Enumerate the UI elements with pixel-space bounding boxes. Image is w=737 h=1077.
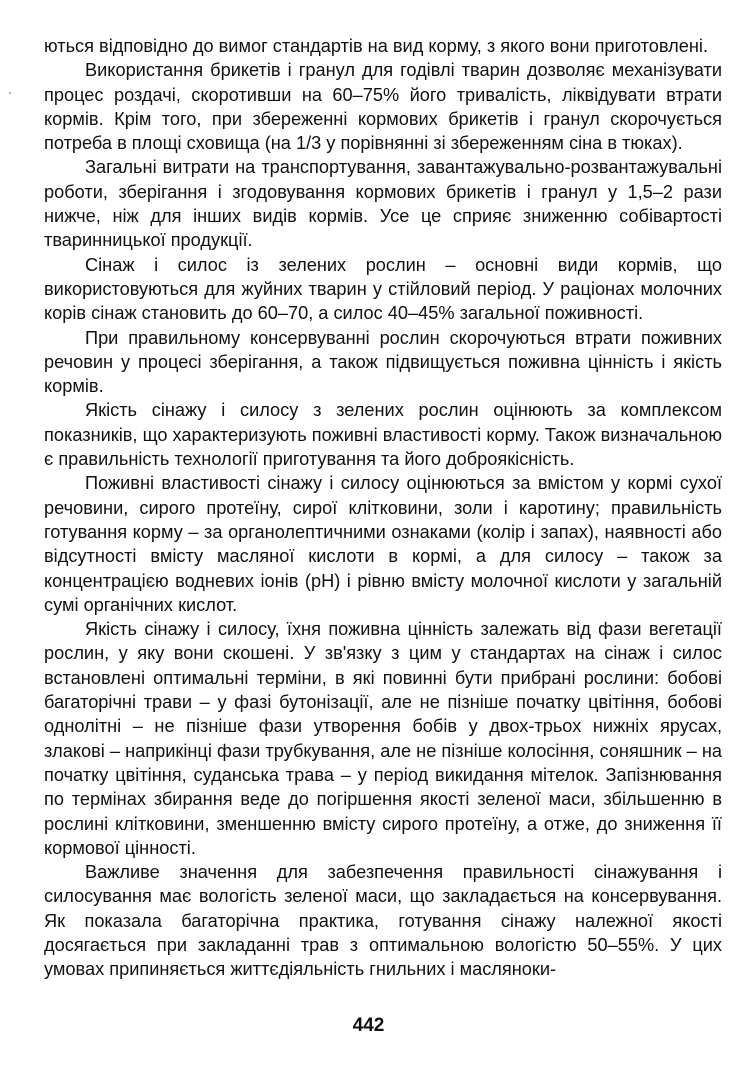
margin-speck [9,92,11,94]
paragraph-3: Загальні витрати на транспортування, завантажувально-розвантажувальні роботи, зберігання і згодовування кормових брикетів і гранул у 1,5–2 рази нижче, ніж для інших видів кормів. Усе це сприяє зниженню собівартості тваринницької продукції. [44,157,722,251]
paragraph-5: При правильному консервуванні рослин скорочуються втрати поживних речовин у процесі зберігання, а також підвищується поживна цінність і якість кормів. [44,327,722,397]
paragraph-9: Важливе значення для забезпечення правильності сінажування і силосування має вологість зеленої маси, що закладається на консервування. Як показала багаторічна практика, готування сінажу належної якості досягається при закладанні трав з оптимальною вологістю 50–55%. У цих умовах припиняється життєдіяльність гнильних і маслянoки- [44,862,722,980]
page-number: 442 [352,1015,385,1036]
paragraph-8: Якість сінажу і силосу, їхня поживна цінність залежать від фази вегетації рослин, у яку вони скошені. У зв'язку з цим у стандартах на сінаж і силос встановлені оптимальні терміни, в які повинні бути прибрані рослини: бобові багаторічні трави – у фазі бутонізації, але не пізніше початку цвітіння, бобові однолітні – не пізніше фази утворення бобів у двох-трьох нижніх ярусах, злакові – наприкінці фази трубкування, але не пізніше колосіння, соняшник – на початку цвітіння, суданська трава – у період викидання мітелок. Запізнювання по термінах збирання веде до погіршення якості зеленої маси, збільшенню в рослині клітковини, зменшенню вмісту сирого протеїну, а отже, до зниження її кормової цінності. [44,619,722,858]
paragraph-7: Поживні властивості сінажу і силосу оцінюються за вмістом у кормі сухої речовини, сирого протеїну, сирої клітковини, золи і каротину; правильність готування корму – за органолептичними ознаками (колір і запах), наявності або відсутності вмісту масляної кислоти в кормі, а для силосу – також за концентрацією водневих іонів (рН) і рівню вмісту молочної кислоти у загальній сумі органічних кислот. [44,473,722,615]
paragraph-2: Використання брикетів і гранул для годівлі тварин дозволяє механізувати процес роздачі, скоротивши на 60–75% його тривалість, ліквідувати втрати кормів. Крім того, при збереженні кормових брикетів і гранул скорочується потреба в площі сховища (на 1/3 у порівнянні зі збереженням сіна в тюках). [44,60,722,154]
page-body [44,34,722,982]
paragraph-4: Сінаж і силос із зелених рослин – основні види кормів, що використовуються для жуйних тварин у стійловий період. У раціонах молочних корів сінаж становить до 60–70, а силос 40–45% загальної поживності. [44,254,722,324]
paragraph-1: ються відповідно до вимог стандартів на вид корму, з якого вони приготовлені. [44,36,709,56]
paragraph-6: Якість сінажу і силосу з зелених рослин оцінюють за комплексом показників, що характеризують поживні властивості корму. Також визначальною є правильність технології приготування та його доброякісність. [44,400,722,470]
